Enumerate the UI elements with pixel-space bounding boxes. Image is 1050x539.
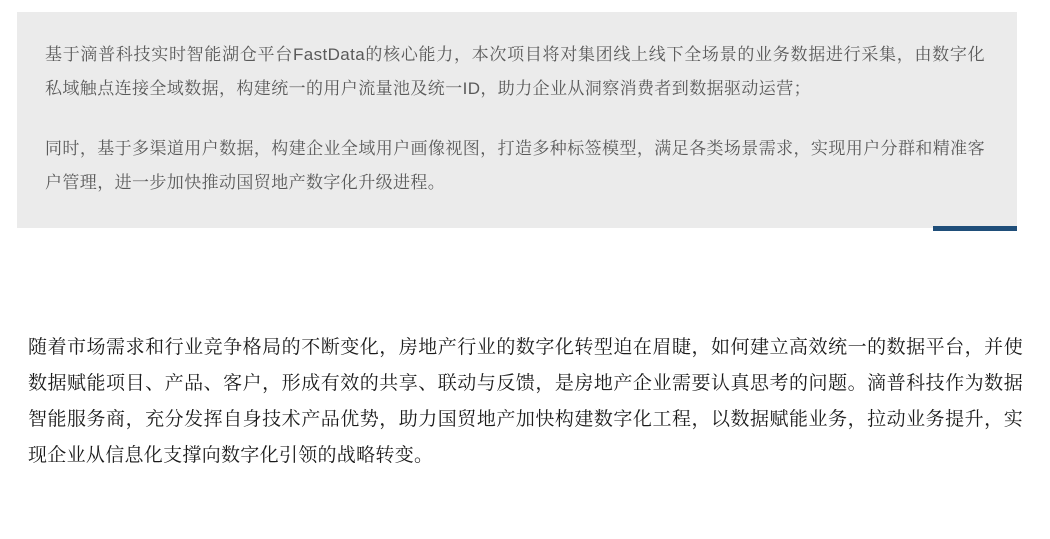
accent-bar [933, 226, 1017, 231]
quote-paragraph-2: 同时，基于多渠道用户数据，构建企业全域用户画像视图，打造多种标签模型，满足各类场景需求，实现用户分群和精准客户管理，进一步加快推动国贸地产数字化升级进程。 [45, 139, 985, 192]
quote-paragraph-1: 基于滴普科技实时智能湖仓平台FastData的核心能力，本次项目将对集团线上线下全场景的业务数据进行采集，由数字化私域触点连接全域数据，构建统一的用户流量池及统一ID，助力企业从洞察消费者到数据驱动运营； [45, 45, 985, 98]
body-paragraph-1: 随着市场需求和行业竞争格局的不断变化，房地产行业的数字化转型迫在眉睫，如何建立高效统一的数据平台，并使数据赋能项目、产品、客户，形成有效的共享、联动与反馈，是房地产企业需要认真思考的问题。滴普科技作为数据智能服务商，充分发挥自身技术产品优势，助力国贸地产加快构建数字化工程，以数据赋能业务，拉动业务提升，实现企业从信息化支撑向数字化引领的战略转变。 [28, 337, 1023, 466]
body-text-block [28, 330, 1023, 474]
highlighted-quote-block [17, 12, 1017, 228]
